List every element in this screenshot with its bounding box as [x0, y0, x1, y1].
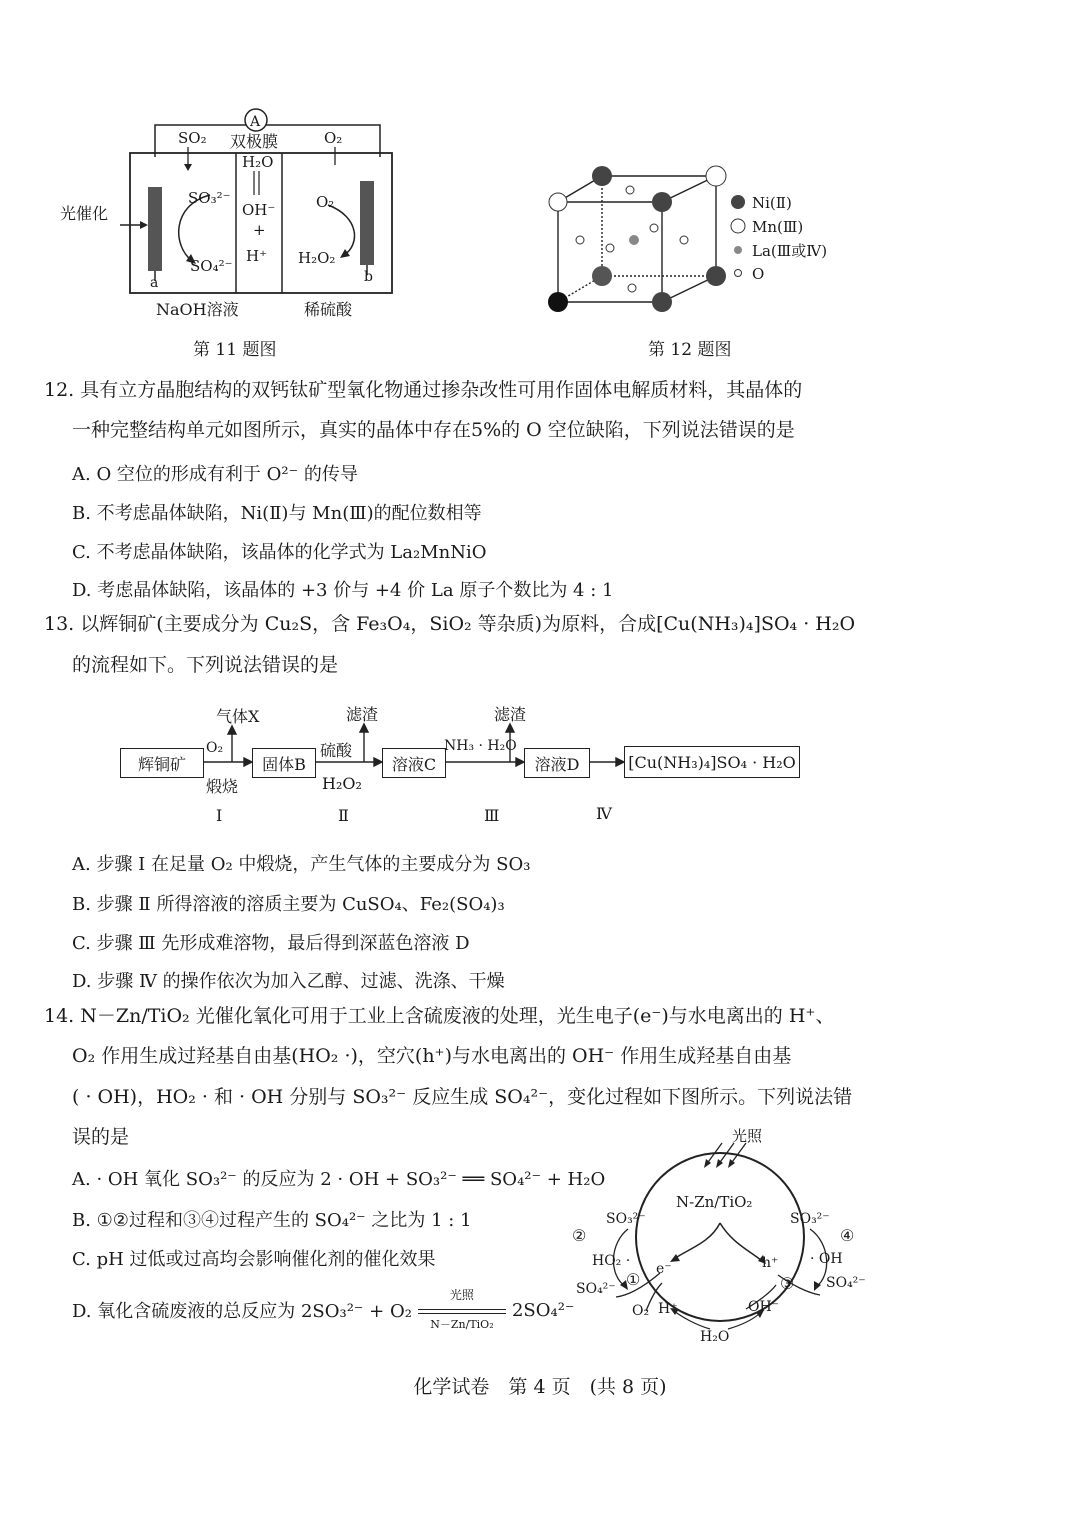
legend-la: La(Ⅲ或Ⅳ) [752, 242, 828, 260]
so3-label: SO₃²⁻ [188, 189, 231, 207]
q14-stem-line3: ( · OH)，HO₂ · 和 · OH 分别与 SO₃²⁻ 反应生成 SO₄²⁻，变化过程如下图所示。下列说法错 [72, 1086, 853, 1108]
light-catalysis-label: 光催化 [60, 204, 109, 223]
hplus-label: H⁺ [658, 1301, 678, 1317]
flow-residue-1: 滤渣 [346, 705, 379, 724]
q13-stem-line1: 13. 以辉铜矿(主要成分为 Cu₂S，含 Fe₃O₄，SiO₂ 等杂质)为原料，合成[Cu(NH₃)₄]SO₄ · H₂O [44, 613, 856, 635]
acid-label: 稀硫酸 [304, 300, 353, 319]
flow-calcine: 煅烧 [206, 777, 239, 796]
flow-step-3: Ⅲ [484, 806, 500, 825]
legend-o: O [752, 265, 765, 283]
step-4-label: ④ [840, 1226, 855, 1245]
flow-box-solution-c: 溶液C [382, 748, 446, 778]
condition-bar [418, 1309, 506, 1314]
q14-diagram [570, 1125, 870, 1350]
electrode-b [360, 181, 374, 265]
q13-flowchart [120, 700, 810, 830]
step-1-label: ① [626, 1270, 641, 1289]
flow-box-product: [Cu(NH₃)₄]SO₄ · H₂O [624, 746, 800, 778]
flow-box-solution-d: 溶液D [524, 748, 590, 778]
figure-12-caption: 第 12 题图 [648, 340, 732, 360]
so2-label: SO₂ [178, 129, 207, 147]
q14-option-c: C. pH 过低或过高均会影响催化剂的催化效果 [72, 1249, 436, 1270]
so4-right-label: SO₄²⁻ [826, 1275, 866, 1291]
q14-stem-line4: 误的是 [72, 1126, 130, 1148]
h2o-label: H₂O [242, 153, 274, 171]
figure-12 [540, 160, 860, 325]
so4-label: SO₄²⁻ [190, 257, 233, 275]
flow-box-ore: 辉铜矿 [120, 748, 204, 778]
flow-nh3: NH₃ · H₂O [444, 738, 517, 754]
ohminus-label: OH⁻ [242, 201, 276, 219]
q14-option-b: B. ①②过程和③④过程产生的 SO₄²⁻ 之比为 1 : 1 [72, 1210, 472, 1231]
light-label: 光照 [732, 1127, 763, 1145]
q12-option-b: B. 不考虑晶体缺陷，Ni(Ⅱ)与 Mn(Ⅲ)的配位数相等 [72, 503, 482, 524]
q14-option-d-product: 2SO₄²⁻ [511, 1299, 575, 1321]
q14-condition-above: 光照 [449, 1288, 474, 1302]
ammeter-label: A [250, 114, 261, 130]
plus-label: + [253, 221, 266, 239]
flow-step-2: Ⅱ [338, 806, 349, 825]
q14-stem-line2: O₂ 作用生成过羟基自由基(HO₂ ·)，空穴(h⁺)与水电离出的 OH⁻ 作用生成羟基自由基 [72, 1045, 792, 1067]
naoh-label: NaOH溶液 [156, 300, 239, 319]
photocatalysis-cycle-diagram [570, 1125, 870, 1350]
q12-stem-line2: 一种完整结构单元如图所示，真实的晶体中存在5%的 O 空位缺陷，下列说法错误的是 [72, 419, 795, 441]
so4-left-label: SO₄²⁻ [576, 1281, 616, 1297]
q13-option-b: B. 步骤 Ⅱ 所得溶液的溶质主要为 CuSO₄、Fe₂(SO₄)₃ [72, 894, 505, 915]
electrode-b-label: b [364, 269, 373, 285]
q14-condition-below: N－Zn/TiO₂ [430, 1318, 494, 1331]
q12-option-a: A. O 空位的形成有利于 O²⁻ 的传导 [72, 464, 358, 485]
q13-option-d: D. 步骤 Ⅳ 的操作依次为加入乙醇、过滤、洗涤、干燥 [72, 971, 505, 992]
q14-condition-arrow [414, 1288, 510, 1331]
q12-option-d: D. 考虑晶体缺陷，该晶体的 +3 价与 +4 价 La 原子个数比为 4 : 1 [72, 580, 614, 601]
legend-ni: Ni(Ⅱ) [752, 194, 792, 212]
electron-label: e⁻ [656, 1261, 672, 1277]
ho2-label: HO₂ · [592, 1253, 631, 1269]
electrode-a [148, 187, 162, 271]
so3-left-label: SO₃²⁻ [606, 1211, 646, 1227]
flow-box-solid-b: 固体B [252, 748, 316, 778]
q13-option-a: A. 步骤 Ⅰ 在足量 O₂ 中煅烧，产生气体的主要成分为 SO₃ [72, 854, 531, 875]
flow-residue-2: 滤渣 [494, 705, 527, 724]
membrane-label: 双极膜 [230, 132, 279, 151]
q13-stem-line2: 的流程如下。下列说法错误的是 [72, 654, 339, 676]
flow-o2: O₂ [206, 740, 224, 756]
q14-option-a: A. · OH 氧化 SO₃²⁻ 的反应为 2 · OH + SO₃²⁻ ══ SO₄²⁻ + H₂O [72, 1169, 606, 1190]
oh-radical-label: · OH [810, 1251, 843, 1267]
so3-right-label: SO₃²⁻ [790, 1211, 830, 1227]
electrode-a-label: a [150, 275, 159, 291]
flow-h2o2: H₂O₂ [322, 774, 362, 793]
electrolysis-cell-diagram [60, 95, 420, 325]
h2o-label: H₂O [700, 1329, 730, 1345]
catalyst-circle [636, 1153, 804, 1321]
page-footer: 化学试卷 第 4 页 (共 8 页) [413, 1376, 667, 1398]
q14-option-d [72, 1288, 575, 1331]
ohminus-label: OH⁻ [748, 1299, 780, 1315]
o2-label: O₂ [632, 1303, 650, 1319]
hplus-label: H⁺ [246, 247, 267, 265]
flow-acid: 硫酸 [320, 741, 353, 760]
flow-gas-x: 气体X [216, 707, 260, 726]
flow-step-4: Ⅳ [596, 804, 612, 823]
q14-stem-line1: 14. N－Zn/TiO₂ 光催化氧化可用于工业上含硫废液的处理，光生电子(e⁻)与水电离出的 H⁺、 [44, 1005, 835, 1027]
hole-label: h⁺ [762, 1255, 779, 1271]
figure-11 [60, 95, 420, 325]
h2o2-label: H₂O₂ [298, 249, 336, 267]
q13-option-c: C. 步骤 Ⅲ 先形成难溶物，最后得到深蓝色溶液 D [72, 933, 470, 954]
step-3-label: ③ [780, 1274, 795, 1293]
o2-right-label: O₂ [316, 193, 335, 211]
q12-stem-line1: 12. 具有立方晶胞结构的双钙钛矿型氧化物通过掺杂改性可用作固体电解质材料，其晶体的 [44, 379, 803, 401]
q12-option-c: C. 不考虑晶体缺陷，该晶体的化学式为 La₂MnNiO [72, 542, 487, 563]
figure-11-caption: 第 11 题图 [193, 340, 277, 360]
q14-option-d-text: D. 氧化含硫废液的总反应为 2SO₃²⁻ + O₂ [72, 1301, 412, 1322]
legend-mn: Mn(Ⅲ) [752, 218, 804, 236]
o2-top-label: O₂ [324, 129, 343, 147]
catalyst-label: N-Zn/TiO₂ [676, 1193, 753, 1211]
step-2-label: ② [572, 1226, 587, 1245]
crystal-cell-diagram [540, 160, 860, 325]
flow-step-1: Ⅰ [216, 806, 223, 825]
